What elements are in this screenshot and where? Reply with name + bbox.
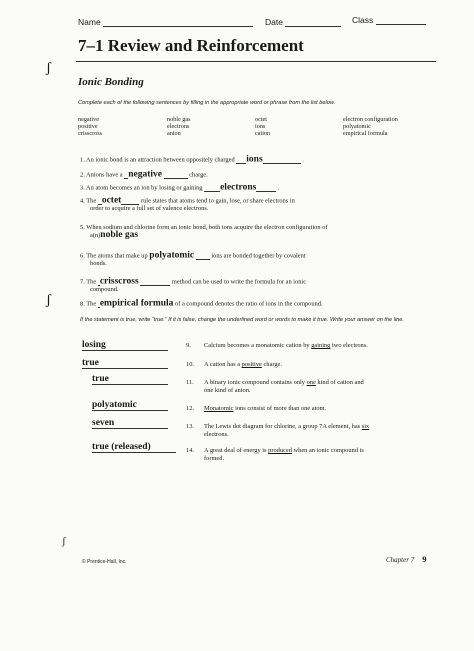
statement-text: when an ionic compound is [291,447,364,454]
question-number: 9. [186,342,191,349]
underlined-term: one [306,379,316,386]
word-bank-item: electrons [167,123,190,130]
name-label: Name [78,17,101,27]
instructions-fill-in: Complete each of the following sentences by filling in the appropriate word or phrase from the list below. [78,100,336,106]
statement-text: one kind of anion. [204,386,251,394]
underlined-term: Monatomic [204,405,234,412]
answer-handwritten: negative [128,169,162,180]
question-7 [80,277,440,294]
question-number: 4. [80,197,85,205]
answer-handwritten: polyatomic [149,250,195,261]
question-text: When sodium and chlorine form an ionic bond, both ions acquire the electron configuration of [86,224,328,231]
answer-line [236,155,246,164]
question-text [204,379,444,394]
word-bank-item: electron configuration [343,116,398,123]
instructions-true-false: If the statement is true, write “true.” If it is false, change the underlined word or words to make it true. Write your answer on the line. [80,317,404,323]
word-bank-item: polyatomic [343,123,371,130]
page-footer [386,549,426,567]
statement-text: electrons. [204,430,229,438]
word-bank-item: anion [167,130,181,137]
statement-text: Calcium becomes a monatomic cation by [204,342,312,349]
question-3: 3. An atom becomes an ion by losing or gaining electrons . [80,182,280,193]
statement-text: ions consist of more than one atom. [233,405,327,412]
word-bank-col-4 [343,116,398,137]
answer-handwritten: seven [92,418,168,429]
statement-text: kind of cation and [315,379,364,386]
word-bank-item: crisscross [78,130,103,137]
question-number: 3. [80,184,85,192]
question-number: 11. [186,379,194,386]
underlined-term: positive [241,361,262,368]
class-label: Class [352,15,374,25]
statement-text: The Lewis dot diagram for chlorine, a group 7A element, has [204,423,362,430]
word-bank-col-1 [78,116,102,137]
statement-text: A binary ionic compound contains only [204,379,307,386]
answer-handwritten: crisscross [99,276,139,287]
date-field [265,17,341,27]
question-text: charge. [189,171,208,179]
question-6 [80,251,440,268]
answer-line [164,170,188,179]
question-text: Anions have a [86,171,123,179]
question-number: 7. [80,278,85,286]
question-8 [80,299,440,308]
question-text [204,405,444,413]
class-field [352,15,426,25]
title-rule [76,61,436,62]
page-title: 7–1 Review and Reinforcement [78,36,304,55]
list-item [82,340,442,358]
question-text: The atoms that make up [86,252,148,260]
margin-mark: ʃ [62,535,66,547]
question-text [204,361,444,369]
question-text: compound. [90,286,119,293]
answer-handwritten: true (released) [92,442,176,453]
question-number: 2. [80,171,85,179]
statement-text: A great deal of energy is [204,447,269,454]
answer-handwritten: electrons [220,182,257,193]
question-text: a(n) [90,231,101,239]
question-text: The [86,278,97,286]
question-1: 1. An ionic bond is an attraction between oppositely charged ions . [80,154,304,165]
list-item [82,374,442,400]
statement-text: formed. [204,454,225,462]
list-item [82,358,442,374]
word-bank-item: ions [255,123,266,130]
word-bank-item: octet [255,116,268,123]
word-bank-col-2 [167,116,191,137]
answer-line [263,155,301,164]
answer-handwritten: true [82,358,168,369]
question-4 [80,196,440,213]
answer-handwritten: true [92,374,168,385]
answer-handwritten: octet [101,195,122,206]
chapter-label: Chapter 7 [386,556,415,564]
list-item [82,442,442,468]
margin-mark: ʃ [46,292,51,308]
question-text: An ionic bond is an attraction between oppositely charged [86,156,235,164]
word-bank-item: positive [78,123,98,130]
question-text: The [86,197,97,205]
word-bank-col-3 [255,116,270,137]
answer-line [140,277,170,286]
question-number: 10. [186,361,194,368]
question-number: 13. [186,423,194,430]
underlined-term: gaining [311,342,331,349]
statement-text: charge. [261,361,282,368]
answer-handwritten: empirical formula [99,298,174,309]
statement-text: A cation has a [204,361,242,368]
list-item [82,418,442,442]
margin-mark: ʃ [46,60,51,76]
question-number: 8. [80,300,85,308]
date-label: Date [265,17,283,27]
page-number: 9 [422,554,427,564]
answer-handwritten: noble gas [100,229,139,240]
class-line [376,16,426,25]
question-text: of a compound denotes the ratio of ions in the compound. [175,300,323,308]
statement-text: two electrons. [330,342,368,349]
question-number: 5. [80,224,85,231]
answer-line [256,183,276,192]
question-text [204,447,444,462]
word-bank-item: cation [255,130,271,137]
answer-handwritten: ions [246,154,263,165]
question-5 [80,224,440,239]
question-number: 1. [80,156,85,164]
question-text [204,423,444,438]
question-text: method can be used to write the formula for an ionic [171,278,307,286]
answer-handwritten: polyatomic [92,400,168,411]
word-bank-item: empirical formula [343,130,388,137]
name-line [103,18,253,27]
question-text: bonds. [90,260,107,267]
question-text [204,342,444,350]
answer-line [204,183,220,192]
question-number: 12. [186,405,194,412]
answer-line [121,196,139,205]
question-number: 14. [186,447,194,454]
question-text: order to acquire a full set of valence electrons. [90,205,209,212]
answer-handwritten: losing [82,340,168,351]
question-text: ions are bonded together by covalent [211,252,306,260]
word-bank-item: noble gas [167,116,191,123]
name-field [78,17,253,27]
underlined-term: six [361,423,370,430]
date-line [285,18,341,27]
word-bank-item: negative [78,116,99,123]
question-text: An atom becomes an ion by losing or gaining [86,184,203,192]
underlined-term: produced [268,447,292,454]
question-number: 6. [80,252,85,260]
section-subtitle: Ionic Bonding [78,76,144,88]
copyright: © Prentice-Hall, Inc. [82,559,127,565]
question-2 [80,170,440,179]
question-text: rule states that atoms tend to gain, lose, or share electrons in [140,197,295,205]
list-item [82,400,442,418]
answer-line [196,251,210,260]
question-text: The [86,300,97,308]
